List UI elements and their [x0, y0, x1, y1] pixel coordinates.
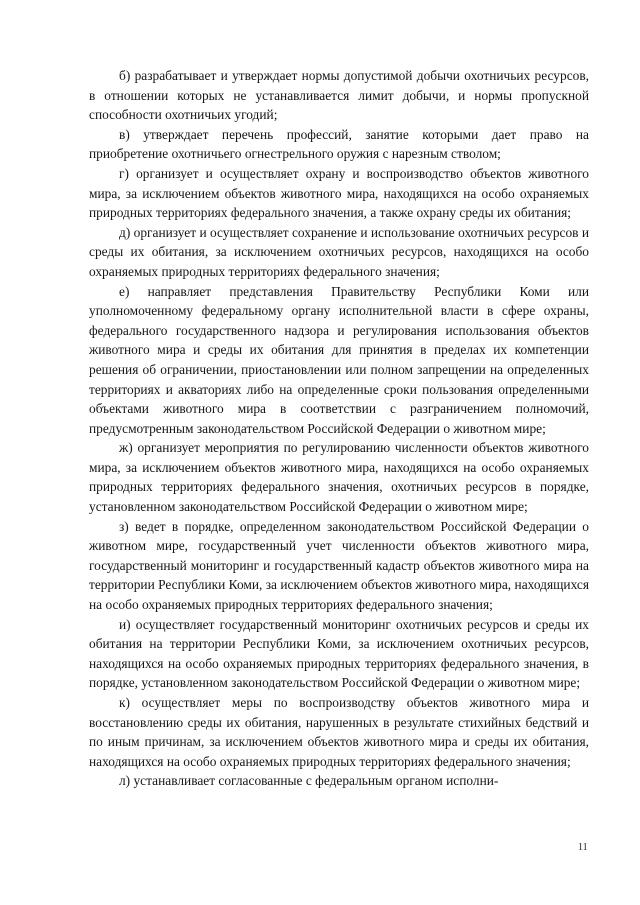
page-number: 11 — [578, 842, 588, 853]
paragraph-i: и) осуществляет государственный мониторинг охотничьих ресурсов и среды их обитания на территории Республики Коми, за исключением охотничьих ресурсов, находящихся на особо охраняемых природных территориях федерального значения, в порядке, установленном законодательством Российской Федерации о животном мире; — [89, 616, 589, 691]
paragraph-b: б) разрабатывает и утверждает нормы допустимой добычи охотничьих ресурсов, в отношении которых не устанавливается лимит добычи, и нормы пропускной способности охотничьих угодий; — [89, 68, 589, 123]
paragraph-z: з) ведет в порядке, определенном законодательством Российской Федерации о животном мире, государственный учет численности объектов животного мира, государственный мониторинг и государственный кадастр объектов животного мира на территории Республики Коми, за исключением объектов животного мира, находящихся на особо охраняемых природных территориях федерального значения; — [89, 518, 589, 613]
paragraph-e: е) направляет представления Правительству Республики Коми или уполномоченному федеральному органу исполнительной власти в сфере охраны, федерального государственного надзора и регулирования использования объектов животного мира и среды их обитания для принятия в пределах их компетенции решения об ограничении, приостановлении или полном запрещении на определенных территориях и акваториях либо на определенные сроки пользования определенными объектами животного мира в соответствии с разграничением полномочий, предусмотренным законодательством Российской Федерации о животном мире; — [89, 283, 589, 436]
paragraph-l: л) устанавливает согласованные с федеральным органом исполни- — [119, 773, 499, 789]
paragraph-g: г) организует и осуществляет охрану и воспроизводство объектов животного мира, за исключением объектов животного мира, находящихся на особо охраняемых природных территориях федерального значения, а также охрану среды их обитания; — [89, 165, 589, 221]
document-body — [89, 66, 589, 791]
paragraph-d: д) организует и осуществляет сохранение и использование охотничьих ресурсов и среды их обитания, за исключением охотничьих ресурсов, находящихся на особо охраняемых природных территориях федерального значения; — [89, 224, 589, 279]
paragraph-k: к) осуществляет меры по воспроизводству объектов животного мира и восстановлению среды их обитания, нарушенных в результате стихийных бедствий и по иным причинам, за исключением объектов животного мира и среды их обитания, находящихся на особо охраняемых природных территориях федерального значения; — [89, 695, 589, 769]
paragraph-zh: ж) организует мероприятия по регулированию численности объектов животного мира, за исключением объектов животного мира, находящихся на особо охраняемых природных территориях федерального значения, охотничьих ресурсов в порядке, установленном законодательством Российской Федерации о животном мире; — [89, 440, 589, 515]
paragraph-v: в) утверждает перечень профессий, занятие которыми дает право на приобретение охотничьего огнестрельного оружия с нарезным стволом; — [89, 126, 589, 162]
